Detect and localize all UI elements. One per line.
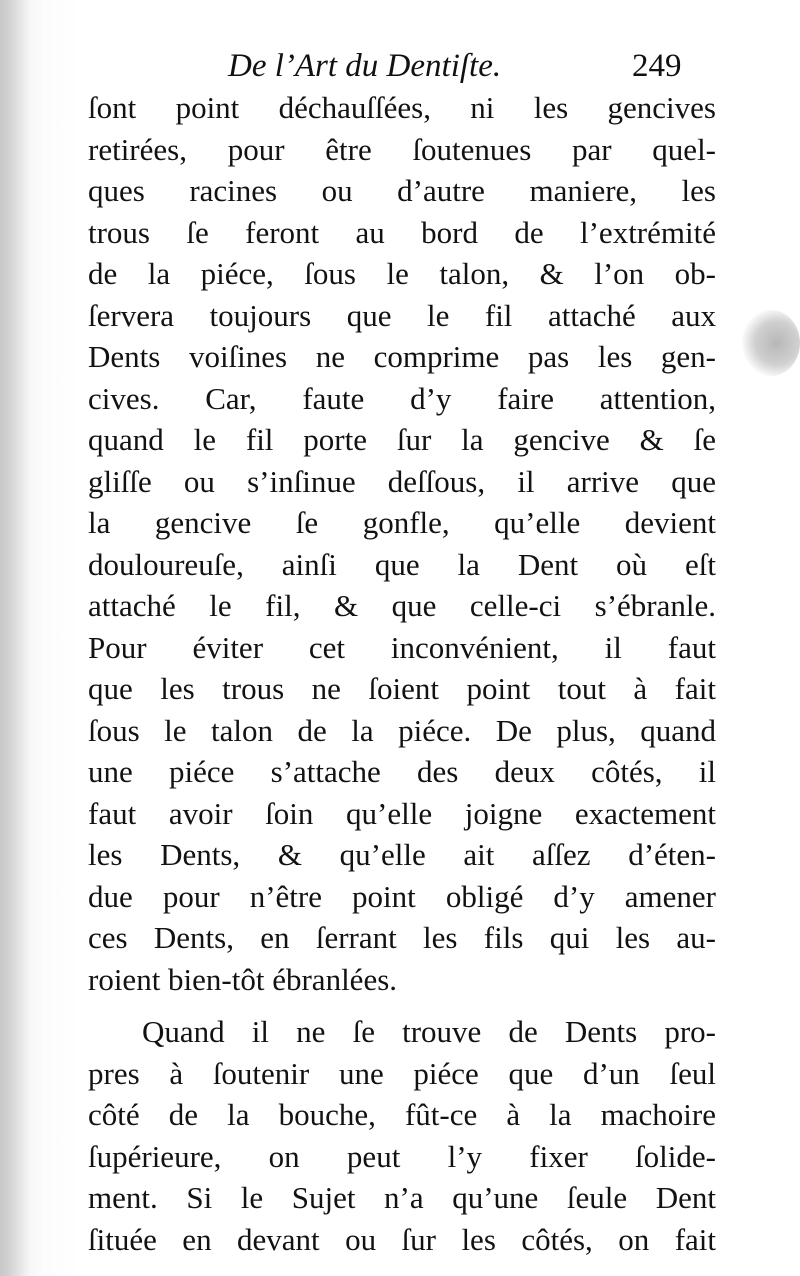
text-line: quand le fil porte ſur la gencive & ſe: [88, 422, 716, 457]
text-line: douloureuſe, ainſi que la Dent où eſt: [88, 546, 716, 582]
text-line: ques racines ou d’autre maniere, les: [88, 173, 716, 208]
text-line: retirées, pour être ſoutenues par quel-: [88, 131, 716, 167]
text-line: ſituée en devant ou ſur les côtés, on fait: [88, 1221, 716, 1257]
text-line: côté de la bouche, fût-ce à la machoire: [88, 1097, 716, 1132]
text-line: la gencive ſe gonfle, qu’elle devient: [88, 505, 716, 540]
text-line: attaché le fil, & que celle-ci s’ébranle.: [88, 588, 716, 623]
text-line: ces Dents, en ſerrant les fils qui les au-: [88, 920, 716, 955]
text-line: cives. Car, faute d’y faire attention,: [88, 380, 716, 416]
text-line: de la piéce, ſous le talon, & l’on ob-: [88, 256, 716, 291]
text-line: Dents voiſines ne comprime pas les gen-: [88, 339, 716, 374]
text-line: gliſſe ou s’inſinue deſſous, il arrive que: [88, 463, 716, 499]
text-line: trous ſe feront au bord de l’extrémité: [88, 214, 716, 250]
text-line: faut avoir ſoin qu’elle joigne exactement: [88, 795, 716, 831]
text-line: ment. Si le Sujet n’a qu’une ſeule Dent: [88, 1180, 716, 1215]
page-header: [0, 42, 800, 90]
page-number: 249: [632, 48, 682, 84]
text-line: ſont point déchauſſées, ni les gencives: [88, 90, 716, 125]
text-line: pres à ſoutenir une piéce que d’un ſeul: [88, 1055, 716, 1091]
paragraph-start-line: Quand il ne ſe trouve de Dents pro-: [142, 1014, 716, 1049]
text-line: que les trous ne ſoient point tout à fait: [88, 671, 716, 706]
paragraph-end-line: roient bien-tôt ébranlées.: [88, 961, 398, 997]
text-line: ſervera toujours que le fil attaché aux: [88, 297, 716, 333]
text-line: une piéce s’attache des deux côtés, il: [88, 754, 716, 789]
gutter-shadow: [0, 0, 30, 1276]
text-line: ſupérieure, on peut l’y fixer ſolide-: [88, 1138, 716, 1174]
text-line: les Dents, & qu’elle ait aſſez d’éten-: [88, 837, 716, 872]
text-line: due pour n’être point obligé d’y amener: [88, 878, 716, 914]
ink-smudge: [742, 310, 800, 376]
text-line: ſous le talon de la piéce. De plus, quand: [88, 712, 716, 748]
text-line: Pour éviter cet inconvénient, il faut: [88, 629, 716, 665]
body-text: [88, 87, 716, 1260]
running-title: De l’Art du Dentiſte.: [228, 48, 502, 84]
